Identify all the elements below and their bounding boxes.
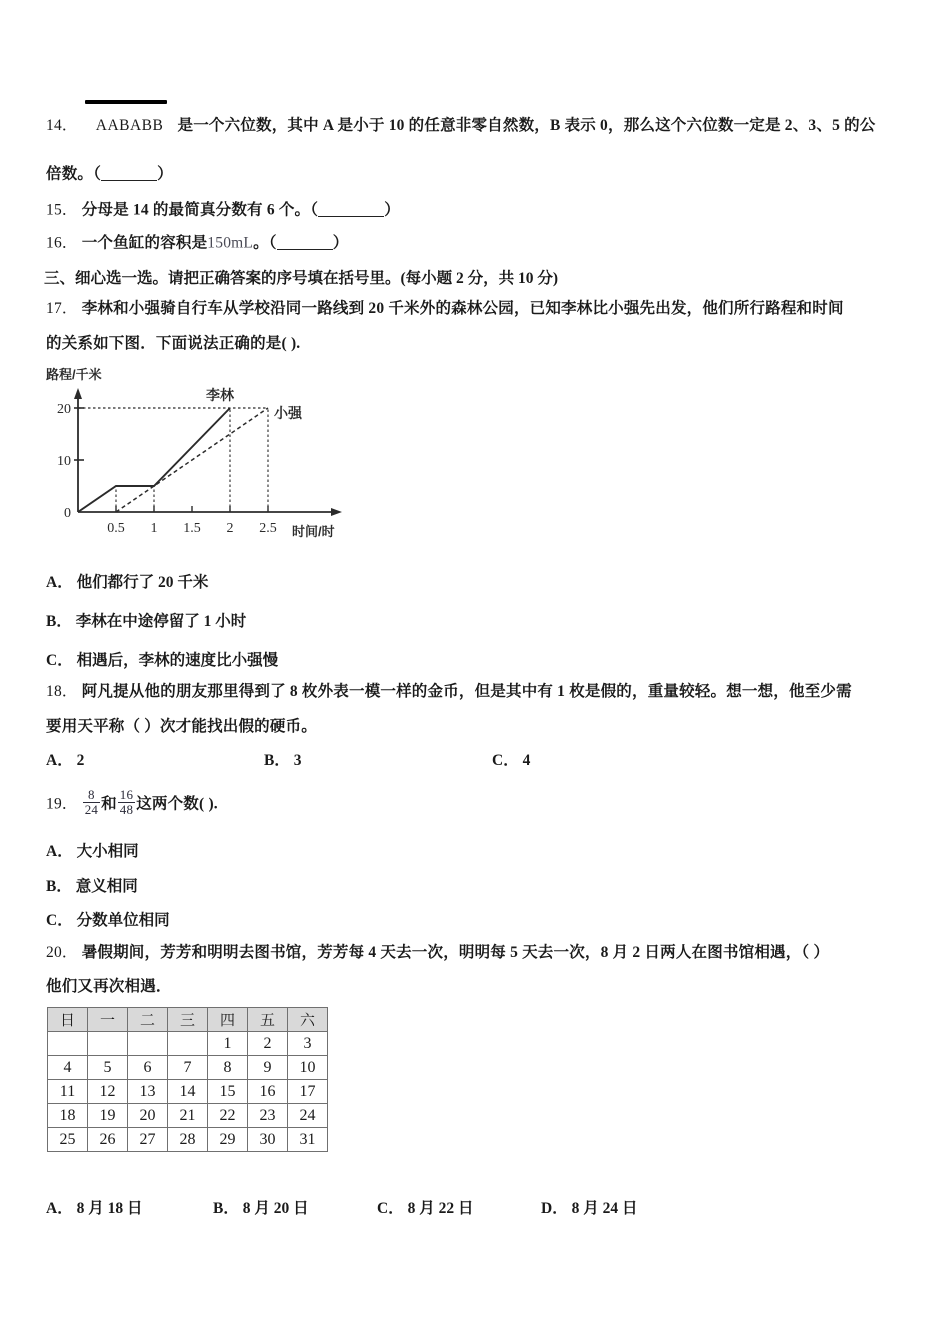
question-20-option-b-text: 8 月 20 日 xyxy=(242,1200,309,1217)
chart-ylabel: 路程/千米 xyxy=(46,367,102,382)
calendar-cell: 17 xyxy=(288,1080,328,1104)
question-19-fraction-2 xyxy=(118,788,135,817)
question-20-option-d-label: D． xyxy=(541,1200,568,1217)
calendar-cell: 10 xyxy=(288,1056,328,1080)
question-15-close: ） xyxy=(384,201,400,219)
question-14-overlined-term: AABABB xyxy=(95,117,164,134)
question-18-number: 18． xyxy=(46,683,78,700)
question-19-fraction-2-numerator: 16 xyxy=(119,787,134,802)
calendar-header-row xyxy=(48,1008,328,1032)
calendar-cell xyxy=(128,1032,168,1056)
calendar-cell: 6 xyxy=(128,1056,168,1080)
chart-svg xyxy=(44,366,444,551)
calendar-cell: 3 xyxy=(288,1032,328,1056)
calendar-row xyxy=(48,1128,328,1152)
question-15-answer-blank[interactable] xyxy=(318,201,384,217)
calendar-cell xyxy=(168,1032,208,1056)
calendar-cell: 23 xyxy=(248,1104,288,1128)
chart-series-xiaoqiang xyxy=(116,408,268,512)
question-20-option-d[interactable] xyxy=(541,1196,637,1218)
question-20-text-line2: 他们又再次相遇． xyxy=(46,978,172,995)
calendar-cell: 7 xyxy=(168,1056,208,1080)
question-20-text-line1: 暑假期间，芳芳和明明去图书馆，芳芳每 4 天去一次，明明每 5 天去一次，8 月 2 日两人在图书馆相遇，（ ） xyxy=(81,944,830,961)
question-18-line1 xyxy=(46,684,852,700)
question-18-option-a[interactable] xyxy=(46,748,84,770)
chart-xtick-label-2: 2 xyxy=(226,521,234,536)
question-19-option-b-label: B． xyxy=(46,878,72,895)
calendar-cell: 28 xyxy=(168,1128,208,1152)
chart-ytick-label-20: 20 xyxy=(57,402,71,417)
question-17-option-a-text: 他们都行了 20 千米 xyxy=(76,574,209,591)
question-15 xyxy=(46,201,400,218)
question-19-text-after: 这两个数( ). xyxy=(136,795,218,813)
question-18-option-b[interactable] xyxy=(264,748,301,770)
question-16-number: 16． xyxy=(46,234,78,252)
chart-x-axis-arrowhead xyxy=(331,508,342,516)
question-20-line1 xyxy=(46,945,829,961)
calendar-cell: 15 xyxy=(208,1080,248,1104)
calendar-row xyxy=(48,1032,328,1056)
calendar-header-mon: 一 xyxy=(88,1008,128,1032)
question-19-option-a-label: A． xyxy=(46,843,73,860)
question-14-text: 是一个六位数，其中 A 是小于 10 的任意非零自然数，B 表示 0，那么这个六位数一定是 2、3、5 的公 xyxy=(177,117,876,134)
calendar-header-thu: 四 xyxy=(208,1008,248,1032)
calendar-cell: 8 xyxy=(208,1056,248,1080)
question-19-option-c[interactable] xyxy=(46,908,170,930)
question-17-line1 xyxy=(46,301,844,317)
question-20-option-c-label: C． xyxy=(377,1200,404,1217)
calendar-row xyxy=(48,1080,328,1104)
question-18-option-c[interactable] xyxy=(492,748,530,770)
question-19-option-a[interactable] xyxy=(46,839,139,861)
question-16-text-mid: 。（ xyxy=(253,234,277,252)
calendar-cell xyxy=(88,1032,128,1056)
question-20-line2 xyxy=(46,979,172,995)
calendar-header-sat: 六 xyxy=(288,1008,328,1032)
calendar-cell: 2 xyxy=(248,1032,288,1056)
question-17-option-c-text: 相遇后，李林的速度比小强慢 xyxy=(76,652,279,669)
calendar-cell: 13 xyxy=(128,1080,168,1104)
overline-bar-aababb xyxy=(85,100,167,104)
calendar-row xyxy=(48,1056,328,1080)
question-17-option-a-label: A． xyxy=(46,574,73,591)
calendar-cell: 9 xyxy=(248,1056,288,1080)
question-19-option-b-text: 意义相同 xyxy=(75,878,138,895)
question-17-option-a[interactable] xyxy=(46,570,208,592)
question-17-text-line1: 李林和小强骑自行车从学校沿同一路线到 20 千米外的森林公园，已知李林比小强先出发，他们所行路程和时间 xyxy=(81,300,844,317)
question-20-option-b[interactable] xyxy=(213,1196,309,1218)
calendar-header-wed: 三 xyxy=(168,1008,208,1032)
question-16-value: 150mL xyxy=(207,234,254,252)
calendar-cell: 4 xyxy=(48,1056,88,1080)
calendar-header-fri: 五 xyxy=(248,1008,288,1032)
question-19-option-c-text: 分数单位相同 xyxy=(76,912,170,929)
question-14-answer-blank[interactable] xyxy=(101,165,157,181)
question-18-option-c-text: 4 xyxy=(522,752,531,769)
chart-series-label-xiaoqiang: 小强 xyxy=(274,405,302,421)
calendar-cell: 31 xyxy=(288,1128,328,1152)
chart-xtick-label-1-5: 1.5 xyxy=(183,521,201,536)
question-16-text: 一个鱼缸的容积是 xyxy=(81,234,208,252)
question-16-close: ） xyxy=(332,234,349,252)
question-20-option-d-text: 8 月 24 日 xyxy=(571,1200,638,1217)
calendar-cell: 30 xyxy=(248,1128,288,1152)
question-17-option-b-label: B． xyxy=(46,613,72,630)
question-19-fraction-1 xyxy=(83,788,100,817)
question-17-option-c-label: C． xyxy=(46,652,73,669)
question-14-line2-close: ） xyxy=(157,165,173,183)
section-heading: 三、细心选一选。请把正确答案的序号填在括号里。(每小题 2 分，共 10 分) xyxy=(44,270,559,287)
question-19-fraction-2-denominator: 48 xyxy=(119,801,134,817)
question-20-number: 20． xyxy=(46,944,78,961)
calendar-cell: 18 xyxy=(48,1104,88,1128)
question-15-number: 15． xyxy=(46,201,78,219)
question-17-text-line2: 的关系如下图．下面说法正确的是( ). xyxy=(46,335,301,352)
question-15-text: 分母是 14 的最简真分数有 6 个。（ xyxy=(81,201,319,219)
august-calendar-table xyxy=(47,1007,328,1152)
chart-xtick-label-0-5: 0.5 xyxy=(107,521,125,536)
calendar-cell: 29 xyxy=(208,1128,248,1152)
calendar-cell: 26 xyxy=(88,1128,128,1152)
question-20-option-c[interactable] xyxy=(377,1196,473,1218)
question-19-number: 19． xyxy=(46,795,78,813)
question-16 xyxy=(46,234,348,251)
question-16-answer-blank[interactable] xyxy=(277,234,333,250)
question-19 xyxy=(46,788,218,817)
question-19-option-a-text: 大小相同 xyxy=(76,843,139,860)
chart-ytick-label-0: 0 xyxy=(64,506,71,521)
question-17-number: 17． xyxy=(46,300,78,317)
question-18-line2 xyxy=(46,719,317,735)
question-19-option-b[interactable] xyxy=(46,874,138,896)
calendar-cell: 22 xyxy=(208,1104,248,1128)
question-20-option-a-text: 8 月 18 日 xyxy=(76,1200,143,1217)
calendar-cell: 14 xyxy=(168,1080,208,1104)
chart-y-axis-arrowhead xyxy=(74,388,82,399)
question-19-conjunction: 和 xyxy=(101,795,117,813)
question-14-number: 14． xyxy=(46,117,78,134)
question-17-option-b-text: 李林在中途停留了 1 小时 xyxy=(75,613,247,630)
question-20-option-b-label: B． xyxy=(213,1200,239,1217)
question-18-option-a-text: 2 xyxy=(76,752,85,769)
question-20-option-c-text: 8 月 22 日 xyxy=(407,1200,474,1217)
calendar-cell: 27 xyxy=(128,1128,168,1152)
calendar-cell: 5 xyxy=(88,1056,128,1080)
calendar-cell: 20 xyxy=(128,1104,168,1128)
question-17-option-b[interactable] xyxy=(46,609,246,631)
chart-xlabel: 时间/时 xyxy=(292,524,335,539)
question-17-line2 xyxy=(46,336,300,352)
question-18-option-a-label: A． xyxy=(46,752,73,769)
question-17-option-c[interactable] xyxy=(46,648,278,670)
calendar-row xyxy=(48,1104,328,1128)
calendar-cell: 16 xyxy=(248,1080,288,1104)
chart-ytick-label-10: 10 xyxy=(57,454,71,469)
question-14-line2-text: 倍数。（ xyxy=(46,165,102,183)
calendar-cell: 12 xyxy=(88,1080,128,1104)
question-14-line2 xyxy=(46,165,173,182)
question-18-option-c-label: C． xyxy=(492,752,519,769)
question-19-option-c-label: C． xyxy=(46,912,73,929)
chart-xtick-label-1: 1 xyxy=(150,521,158,536)
distance-time-chart xyxy=(44,366,444,551)
calendar-header-tue: 二 xyxy=(128,1008,168,1032)
question-14-line1 xyxy=(46,118,876,134)
chart-series-label-lilin: 李林 xyxy=(206,387,234,403)
calendar-cell: 24 xyxy=(288,1104,328,1128)
question-18-option-b-text: 3 xyxy=(293,752,302,769)
question-18-option-b-label: B． xyxy=(264,752,290,769)
calendar-cell xyxy=(48,1032,88,1056)
question-18-text-line1: 阿凡提从他的朋友那里得到了 8 枚外表一模一样的金币，但是其中有 1 枚是假的，重量较轻。想一想，他至少需 xyxy=(81,683,852,700)
calendar-cell: 21 xyxy=(168,1104,208,1128)
question-19-fraction-1-denominator: 24 xyxy=(84,801,99,817)
calendar-header-sun: 日 xyxy=(48,1008,88,1032)
chart-xtick-label-2-5: 2.5 xyxy=(259,521,277,536)
calendar-cell: 11 xyxy=(48,1080,88,1104)
calendar-cell: 1 xyxy=(208,1032,248,1056)
question-20-option-a[interactable] xyxy=(46,1196,142,1218)
calendar-cell: 19 xyxy=(88,1104,128,1128)
question-20-option-a-label: A． xyxy=(46,1200,73,1217)
question-18-text-line2: 要用天平称（ ）次才能找出假的硬币。 xyxy=(46,718,317,735)
calendar-cell: 25 xyxy=(48,1128,88,1152)
question-19-fraction-1-numerator: 8 xyxy=(88,787,95,802)
